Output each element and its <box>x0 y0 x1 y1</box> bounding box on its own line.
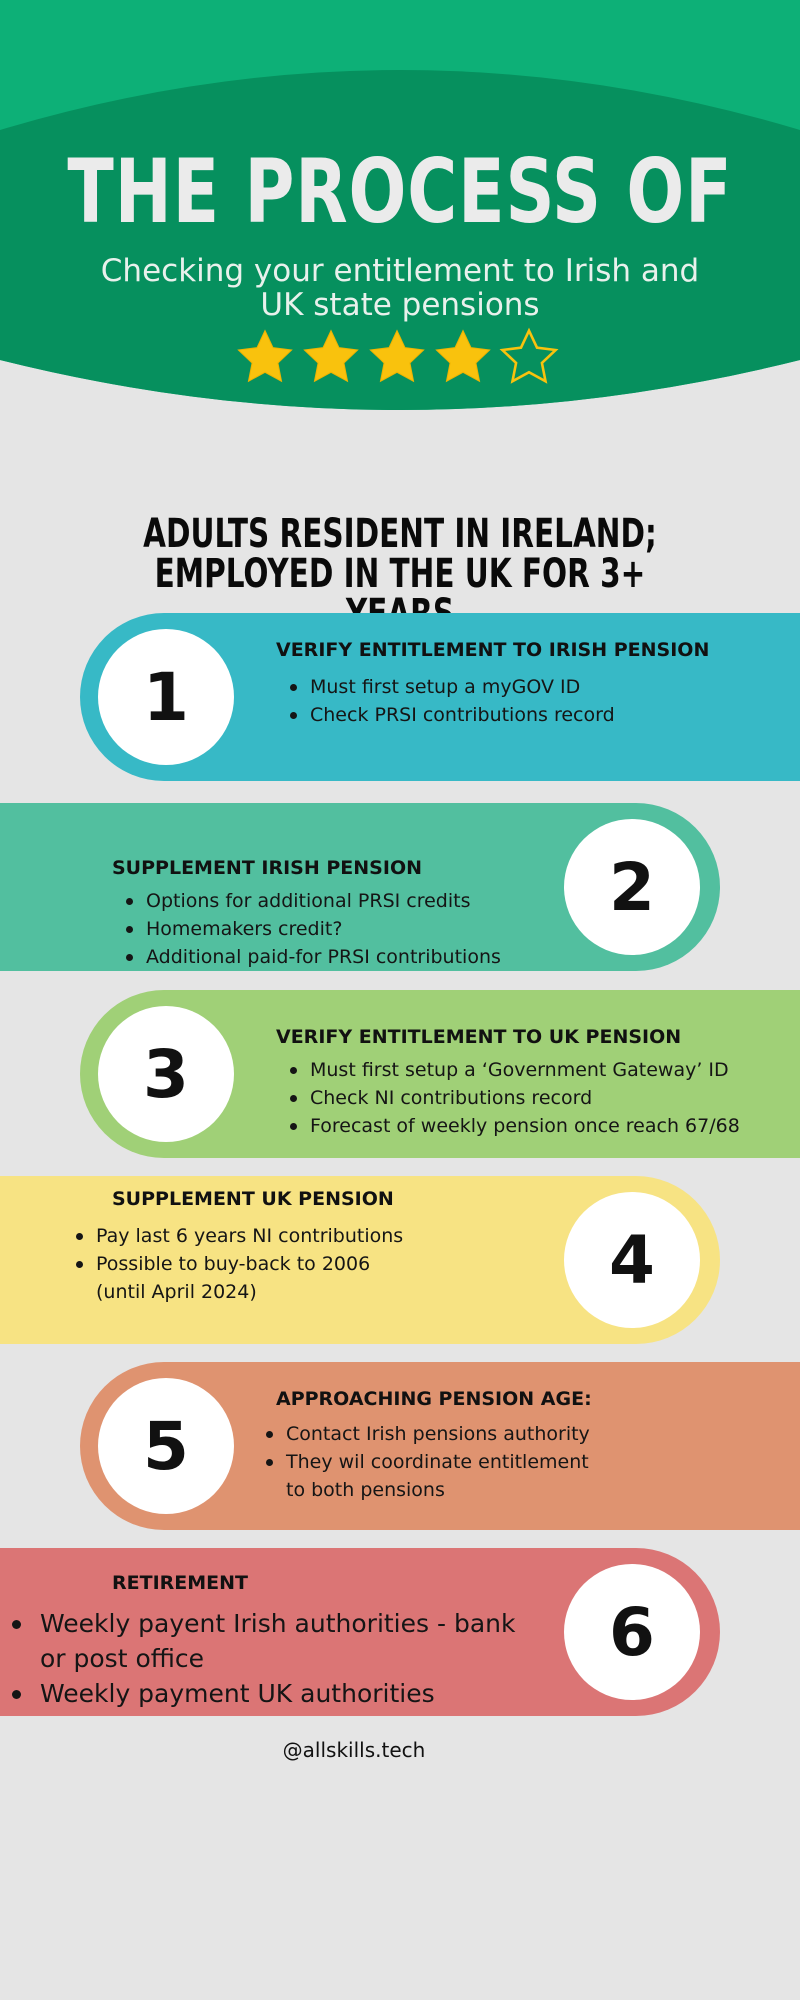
list-item: Pay last 6 years NI contributions <box>74 1222 403 1250</box>
list-item: Check NI contributions record <box>288 1084 740 1112</box>
list-item: Must first setup a ‘Government Gateway’ ID <box>288 1056 740 1084</box>
step-number: 3 <box>98 1006 234 1142</box>
step-6 <box>0 1548 720 1716</box>
list-item: Additional paid-for PRSI contributions <box>124 943 501 971</box>
step-title: VERIFY ENTITLEMENT TO IRISH PENSION <box>276 639 710 661</box>
step-1 <box>80 613 800 781</box>
list-item: Forecast of weekly pension once reach 67/68 <box>288 1112 740 1140</box>
star-filled-icon <box>366 326 428 388</box>
list-item: or post office <box>40 1644 205 1673</box>
list-item: Must first setup a myGOV ID <box>288 673 615 701</box>
step-title: SUPPLEMENT UK PENSION <box>112 1188 394 1210</box>
step-number: 1 <box>98 629 234 765</box>
list-item: (until April 2024) <box>96 1281 257 1303</box>
star-filled-icon <box>432 326 494 388</box>
step-number: 6 <box>564 1564 700 1700</box>
step-list <box>74 1222 403 1306</box>
star-rating <box>234 326 566 390</box>
step-5 <box>80 1362 800 1530</box>
footer-handle: @allskills.tech <box>282 1738 426 1762</box>
star-outline-icon <box>498 326 560 388</box>
step-list <box>124 887 501 971</box>
list-item: to both pensions <box>286 1479 445 1501</box>
step-list <box>288 1056 740 1140</box>
step-4 <box>0 1176 720 1344</box>
step-list <box>288 673 615 729</box>
list-item: Possible to buy-back to 2006 <box>74 1250 403 1278</box>
list-item: Check PRSI contributions record <box>288 701 615 729</box>
page-title: THE PROCESS OF <box>67 140 733 243</box>
list-item: Options for additional PRSI credits <box>124 887 501 915</box>
step-3 <box>80 990 800 1158</box>
step-2 <box>0 803 720 971</box>
list-item: They wil coordinate entitlement <box>264 1448 590 1476</box>
page-subtitle: Checking your entitlement to Irish and UK state pensions <box>100 253 700 323</box>
step-list <box>264 1420 590 1504</box>
step-list <box>10 1606 515 1711</box>
star-filled-icon <box>300 326 362 388</box>
section-heading-line: ADULTS RESIDENT IN IRELAND; <box>143 511 657 557</box>
list-item: Weekly payment UK authorities <box>10 1676 515 1711</box>
step-title: APPROACHING PENSION AGE: <box>276 1388 592 1410</box>
list-item: Weekly payent Irish authorities - bank <box>10 1606 515 1641</box>
section-heading-line: EMPLOYED IN THE UK FOR 3+ <box>154 551 646 597</box>
star-filled-icon <box>234 326 296 388</box>
step-title: RETIREMENT <box>112 1572 248 1594</box>
step-title: VERIFY ENTITLEMENT TO UK PENSION <box>276 1026 682 1048</box>
list-item: Homemakers credit? <box>124 915 501 943</box>
step-number: 5 <box>98 1378 234 1514</box>
list-item: Contact Irish pensions authority <box>264 1420 590 1448</box>
step-title: SUPPLEMENT IRISH PENSION <box>112 857 422 879</box>
step-number: 2 <box>564 819 700 955</box>
step-number: 4 <box>564 1192 700 1328</box>
